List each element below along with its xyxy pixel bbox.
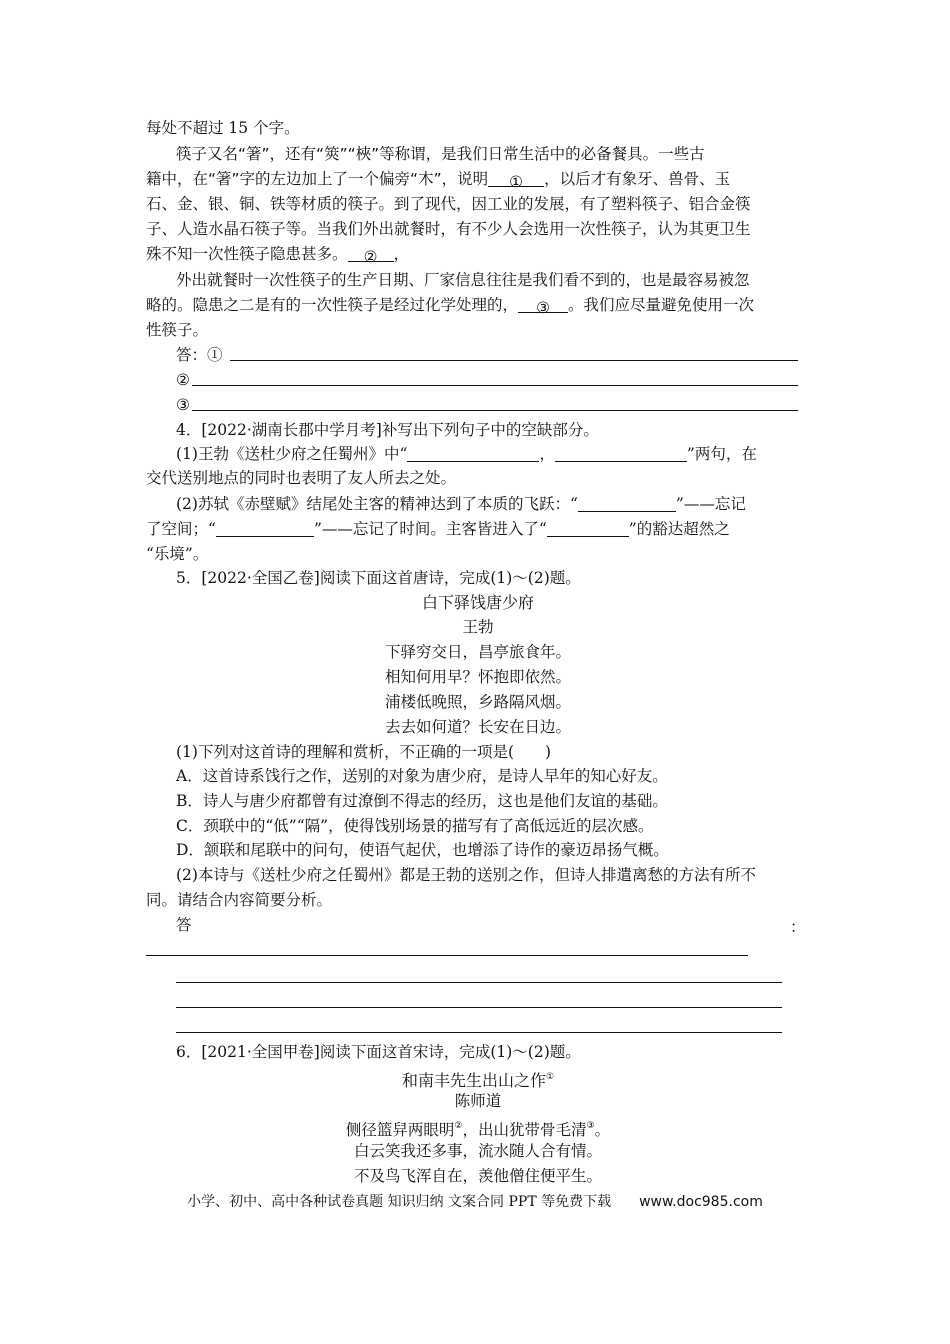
q4-sub2-line3: “乐境”。 [146,545,209,563]
q3-p1-line5-text-a: 殊不知一次性筷子隐患甚多。 [146,245,348,263]
blank-1: ① [488,170,544,187]
q6-poem-line-1 [146,1114,810,1142]
answer-line-1[interactable] [230,360,798,361]
q4-blank-4[interactable] [216,520,314,537]
answer-line-2[interactable] [192,385,798,386]
q3-p2-line2-text-b: 。我们应尽量避免使用一次 [568,296,755,314]
q3-p1-line5 [146,242,810,266]
q6-poem-line-3: 不及鸟飞浑自在，羡他僧住便平生。 [353,1167,602,1185]
q3-p1-line5-text-b: ， [393,245,410,263]
q4-blank-5[interactable] [547,520,629,537]
q3-p1-line2-text-a: 籍中，在“箸”字的左边加上了一个偏旁“木”，说明 [146,170,489,188]
q4-blank-1[interactable] [407,445,539,462]
q3-answer-label-2: ② [176,371,190,389]
q3-intro: 每处不超过 15 个字。 [146,119,300,137]
q4-sub2-text-d: ”——忘记了时间。主客皆进入了“ [313,520,547,538]
q3-answer-label-1: 答：① [176,346,223,364]
q5-option-a[interactable]: A．这首诗系饯行之作，送别的对象为唐少府，是诗人早年的知心好友。 [176,767,668,785]
q4-sub1-text-b: ”两句，在 [686,445,757,463]
answer-line-7[interactable] [176,1032,782,1033]
q5-poem-author: 王勃 [462,618,494,636]
q6-line1-c: 。 [594,1121,611,1139]
q6-poem-line-2: 白云笑我还多事，流水随人合有情。 [353,1142,602,1160]
q4-sub2-line1 [176,492,810,516]
answer-line-5[interactable] [176,982,782,983]
q4-sub1-text-a: (1)王勃《送杜少府之任蜀州》中“ [176,445,408,463]
q5-poem-line: 下驿穷交日，昌亭旅食年。 [384,643,571,661]
q4-blank-3[interactable] [578,495,676,512]
q6-title-note: ① [545,1072,555,1082]
q6-note-3: ③ [586,1121,595,1131]
q6-note-2: ② [454,1121,463,1131]
q3-p2-line3: 性筷子。 [146,321,209,339]
q4-sub2-text-a: (2)苏轼《赤壁赋》结尾处主客的精神达到了本质的飞跃：“ [176,495,578,513]
q3-p1-line4: 子、人造水晶石筷子等。当我们外出就餐时，有不少人会选用一次性筷子，认为其更卫生 [146,220,751,238]
q6-poem-title-text: 和南丰先生出山之作 [401,1071,546,1090]
q4-sub1-line2: 交代送别地点的同时也表明了友人所去之处。 [146,469,457,487]
q5-option-c[interactable]: C．颈联中的“低”“隔”，使得饯别场景的描写有了高低远近的层次感。 [176,817,654,835]
q4-sub2-line2 [146,517,810,541]
q5-poem-line: 浦楼低晚照，乡路隔风烟。 [384,693,571,711]
q3-p2-line2 [146,293,810,317]
q6-line1-b: ，出山犹带骨毛清 [462,1121,587,1139]
q4-blank-2[interactable] [555,445,687,462]
q5-answer-label: 答 [176,916,192,934]
q4-sub2-text-e: ”的豁达超然之 [628,520,730,538]
answer-line-3[interactable] [192,410,798,411]
q5-poem-line: 去去如何道？长安在日边。 [384,718,571,736]
q3-p1-line2 [146,167,810,191]
q5-option-d[interactable]: D．颔联和尾联中的问句，使语气起伏，也增添了诗作的豪迈昂扬气概。 [176,841,669,859]
q4-sub2-text-b: ”——忘记 [675,495,746,513]
q5-poem-title: 白下驿饯唐少府 [421,593,534,612]
q6-poem-author: 陈师道 [454,1092,502,1110]
q5-heading: 5．[2022·全国乙卷]阅读下面这首唐诗，完成(1)～(2)题。 [176,569,581,587]
q6-line1-a: 侧径篮舁两眼明 [345,1121,455,1139]
answer-line-6[interactable] [176,1007,782,1008]
q3-p2-line2-text-a: 略的。隐患之二是有的一次性筷子是经过化学处理的， [146,296,519,314]
q6-heading: 6．[2021·全国甲卷]阅读下面这首宋诗，完成(1)～(2)题。 [176,1043,581,1061]
page-footer [0,1190,950,1214]
footer-url-link[interactable]: www.doc985.com [639,1194,763,1210]
q5-sub2-line2: 同。请结合内容简要分析。 [146,891,333,909]
q5-poem-line: 相知何用早？怀抱即依然。 [384,668,571,686]
blank-2: ② [348,245,394,262]
q3-p1-line1: 筷子又名“箸”，还有“筴”“梜”等称谓，是我们日常生活中的必备餐具。一些古 [176,145,705,163]
answer-line-4[interactable] [146,955,748,956]
q4-sub1-line1 [176,442,810,466]
q5-sub1: (1)下列对这首诗的理解和赏析，不正确的一项是( ) [176,743,552,761]
q5-sub2-line1: (2)本诗与《送杜少府之任蜀州》都是王勃的送别之作，但诗人排遣离愁的方法有所不 [176,866,756,884]
q3-answer-label-3: ③ [176,396,190,414]
blank-3: ③ [518,296,568,313]
q3-p2-line1: 外出就餐时一次性筷子的生产日期、厂家信息往往是我们看不到的，也是最容易被忽 [176,271,750,289]
q3-p1-line3: 石、金、银、铜、铁等材质的筷子。到了现代，因工业的发展，有了塑料筷子、铝合金筷 [146,195,751,213]
q4-sub1-comma: ， [539,445,555,463]
q5-option-b[interactable]: B．诗人与唐少府都曾有过潦倒不得志的经历，这也是他们友谊的基础。 [176,792,668,810]
q5-answer-colon: ： [790,918,806,936]
footer-text: 小学、初中、高中各种试卷真题 知识归纳 文案合同 PPT 等免费下载 [187,1194,612,1210]
q4-sub2-text-c: 了空间；“ [146,520,216,538]
q4-heading: 4．[2022·湖南长郡中学月考]补写出下列句子中的空缺部分。 [176,421,599,439]
q3-p1-line2-text-b: ，以后才有象牙、兽骨、玉 [544,170,731,188]
